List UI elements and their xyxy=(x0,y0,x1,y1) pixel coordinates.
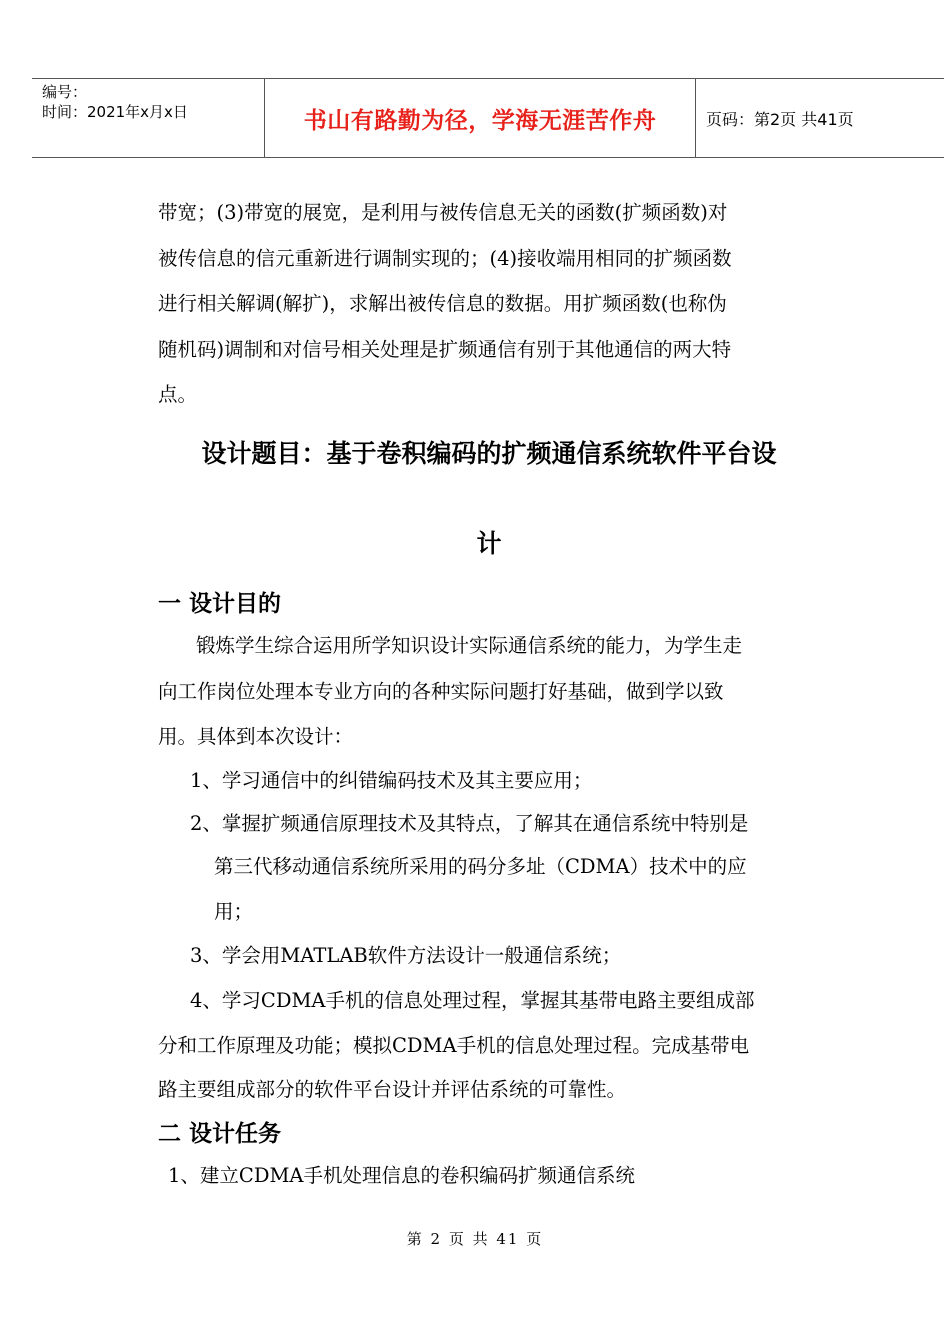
purpose-line-3: 用。具体到本次设计： xyxy=(158,725,354,748)
intro-line-1: 带宽；(3)带宽的展宽，是利用与被传信息无关的函数(扩频函数)对 xyxy=(158,201,728,224)
design-title-line-2: 计 xyxy=(476,529,502,558)
purpose-item-4-line-3: 路主要组成部分的软件平台设计并评估系统的可靠性。 xyxy=(158,1078,627,1101)
intro-line-2: 被传信息的信元重新进行调制实现的；(4)接收端用相同的扩频函数 xyxy=(158,246,732,270)
purpose-line-1: 锻炼学生综合运用所学知识设计实际通信系统的能力，为学生走 xyxy=(196,634,743,657)
purpose-item-1: 1、学习通信中的纠错编码技术及其主要应用； xyxy=(190,769,593,792)
section-heading-purpose: 一 设计目的 xyxy=(158,591,282,617)
header-page-cell xyxy=(696,79,944,157)
intro-line-4: 随机码)调制和对信号相关处理是扩频通信有别于其他通信的两大特 xyxy=(158,337,732,361)
section-heading-tasks: 二 设计任务 xyxy=(158,1121,282,1147)
header-motto-cell xyxy=(265,79,696,157)
task-item-1: 1、建立CDMA手机处理信息的卷积编码扩频通信系统 xyxy=(168,1164,636,1187)
purpose-line-2: 向工作岗位处理本专业方向的各种实际问题打好基础，做到学以致 xyxy=(158,679,724,703)
purpose-item-3: 3、学会用MATLAB软件方法设计一般通信系统； xyxy=(190,944,622,967)
time-label: 时间：2021年x月x日 xyxy=(42,103,188,121)
purpose-item-2-line-1: 2、掌握扩频通信原理技术及其特点，了解其在通信系统中特别是 xyxy=(190,812,749,835)
serial-label: 编号： xyxy=(42,83,88,101)
purpose-item-2-line-3: 用； xyxy=(214,900,254,923)
page-footer: 第 2 页 共 41 页 xyxy=(406,1230,544,1248)
intro-paragraph xyxy=(158,190,822,418)
motto-text: 书山有路勤为径，学海无涯苦作舟 xyxy=(303,107,657,134)
intro-line-5: 点。 xyxy=(158,383,198,406)
purpose-item-2-line-2: 第三代移动通信系统所采用的码分多址（CDMA）技术中的应 xyxy=(214,855,747,878)
header-page-info: 页码：第2页 共41页 xyxy=(706,109,854,129)
page-header xyxy=(32,78,944,158)
intro-line-3: 进行相关解调(解扩)，求解出被传信息的数据。用扩频函数(也称伪 xyxy=(158,292,727,315)
purpose-item-4-line-1: 4、学习CDMA手机的信息处理过程，掌握其基带电路主要组成部 xyxy=(190,989,755,1012)
purpose-item-4-line-2: 分和工作原理及功能；模拟CDMA手机的信息处理过程。完成基带电 xyxy=(158,1034,750,1057)
purpose-paragraph xyxy=(158,623,822,760)
header-left-cell xyxy=(32,79,265,157)
design-title-line-1: 设计题目：基于卷积编码的扩频通信系统软件平台设 xyxy=(201,439,777,468)
